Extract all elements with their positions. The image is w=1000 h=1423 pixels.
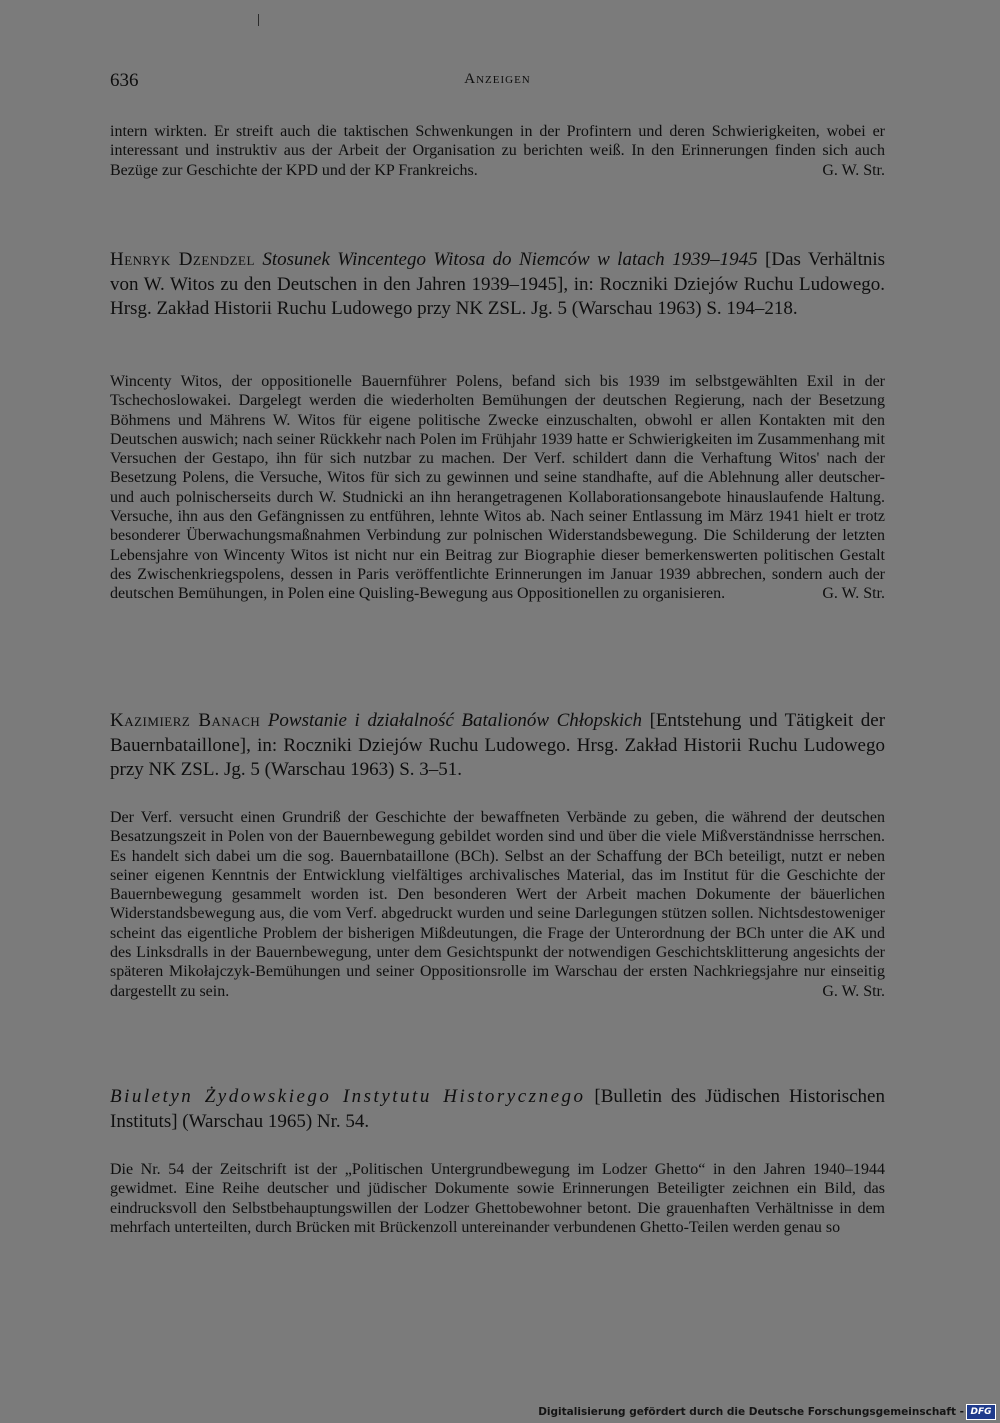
digitization-footer [0, 1401, 1000, 1423]
review-body [110, 372, 885, 604]
continuation-paragraph [110, 122, 885, 180]
review-entry [110, 709, 885, 783]
page-number: 636 [110, 70, 139, 91]
entry-bibliography: [Das Verhältnis von W. Witos zu den Deutschen in den Jahren 1939–1945], in: Roczniki Dziejów Ruchu Ludowego. Hrsg. Zakład Historii Ruchu Ludowego przy NK ZSL. Jg. 5 (Warschau 1963) S. 194–218. [110, 249, 886, 319]
reviewer-signature: G. W. Str. [822, 982, 885, 1000]
entry-author: Kazimierz Banach [110, 710, 261, 731]
running-head: Anzeigen [464, 71, 531, 87]
review-text: Die Nr. 54 der Zeitschrift ist der „Politischen Untergrundbewegung im Lodzer Ghetto“ in den Jahren 1940–1944 gewidmet. Eine Reihe deutscher und jüdischer Dokumente sowie Erinnerungen Beteiligter zeichnen ein Bild, das eindrucksvoll den Selbstbehauptungswillen der Lodzer Ghettobewohner betont. Die grauenhaften Verhältnisse in dem mehrfach unterteilten, durch Brücken mit Brückenzoll untereinander verbundenen Ghetto-Teilen werden genau so [110, 1161, 885, 1236]
entry-author: Henryk Dzendzel [110, 249, 255, 270]
entry-heading [110, 709, 885, 783]
page-header [110, 70, 885, 94]
review-text: Der Verf. versucht einen Grundriß der Geschichte der bewaffneten Verbände zu geben, die während der deutschen Besatzungszeit in Polen von der Bauernbewegung gebildet worden sind und über die viele Mißverständnisse herrschen. Es handelt sich dabei um die sog. Bauernbataillone (BCh). Selbst an der Schaffung der BCh beteiligt, nutzt er neben seiner eigenen Kenntnis der Entwicklung vielfältiges archivalisches Material, das im Institut für die Geschichte der Bauernbewegung gesammelt worden ist. Den besonderen Wert der Arbeit machen Dokumente der bäuerlichen Widerstandsbewegung aus, die vom Verf. abgedruckt wurden und seine Darlegungen stützen sollen. Nichtsdestoweniger scheint das eigentliche Problem der bisherigen Mißdeutungen, die Frage der Unterordnung der BCh unter die AK und des Linksdralls in der Bauernbewegung, unter dem Gesichtspunkt der notwendigen Geschichtsklitterung angesichts der späteren Mikołajczyk-Bemühungen und seiner Oppositionsrolle im Warschau der ersten Nachkriegsjahre nur einseitig dargestellt zu sein. [110, 809, 885, 1000]
entry-title: Biuletyn Żydowskiego Instytutu Historycznego [110, 1086, 586, 1107]
review-body [110, 808, 885, 1001]
review-entry [110, 1085, 885, 1134]
reviewer-signature: G. W. Str. [822, 585, 885, 603]
review-body [110, 1160, 885, 1237]
scan-mark [258, 14, 259, 26]
entry-title: Stosunek Wincentego Witosa do Niemców w latach 1939–1945 [262, 249, 758, 270]
entry-title: Powstanie i działalność Batalionów Chłopskich [267, 710, 643, 731]
review-text: Wincenty Witos, der oppositionelle Bauernführer Polens, befand sich bis 1939 im selbstgewählten Exil in der Tschechoslowakei. Dargelegt werden die wiederholten Bemühungen der deutschen Regierung, nach der Besetzung Böhmens und Mährens W. Witos für eigene politische Zwecke einzuschalten, obwohl er allen Kontakten mit den Deutschen auswich; nach seiner Rückkehr nach Polen im Frühjahr 1939 hatte er Schwierigkeiten im Zusammenhang mit Versuchen der Gestapo, ihn für sich nutzbar zu machen. Der Verf. schildert dann die Verhaftung Witos' nach der Besetzung Polens, die Versuche, Witos für sich zu gewinnen und seine standhafte, auf die Ablehnung aller deutscher- und auch polnischerseits durch W. Studnicki an ihn herangetragenen Kollaborationsangebote hinauslaufende Haltung. Versuche, ihn aus den Gefängnissen zu entführen, lehnte Witos ab. Nach seiner Entlassung im März 1941 hielt er trotz besonderer Überwachungsmaßnahmen Verbindung zur polnischen Widerstandsbewegung. Die Schilderung der letzten Lebensjahre von Wincenty Witos ist nicht nur ein Beitrag zur Biographie dieser bemerkenswerten politischen Gestalt des Zwischenkriegspolens, dessen in Paris veröffentlichte Erinnerungen im Januar 1939 abbrechen, sondern auch der deutschen Bemühungen, in Polen eine Quisling-Bewegung aus Oppositionellen zu organisieren. [110, 373, 885, 603]
entry-bibliography: [Entstehung und Tätigkeit der Bauernbataillone], in: Roczniki Dziejów Ruchu Ludowego. Hrsg. Zakład Historii Ruchu Ludowego przy NK ZSL. Jg. 5 (Warschau 1963) S. 3–51. [110, 710, 886, 780]
entry-heading [110, 1085, 885, 1134]
dfg-logo: DFG [966, 1404, 996, 1420]
entry-heading [110, 248, 885, 322]
entry-bibliography: [Bulletin des Jüdischen Historischen Instituts] (Warschau 1965) Nr. 54. [110, 1086, 885, 1132]
footer-credit: Digitalisierung gefördert durch die Deutsche Forschungsgemeinschaft - [538, 1406, 964, 1418]
continuation-text: intern wirkten. Er streift auch die taktischen Schwenkungen in der Profintern und deren Schwierigkeiten, wobei er interessant und instruktiv aus der Arbeit der Organisation zu berichten weiß. In den Erinnerungen finden sich auch Bezüge zur Geschichte der KPD und der KP Frankreichs. [110, 123, 885, 179]
reviewer-signature: G. W. Str. [822, 161, 885, 179]
review-entry [110, 248, 885, 322]
